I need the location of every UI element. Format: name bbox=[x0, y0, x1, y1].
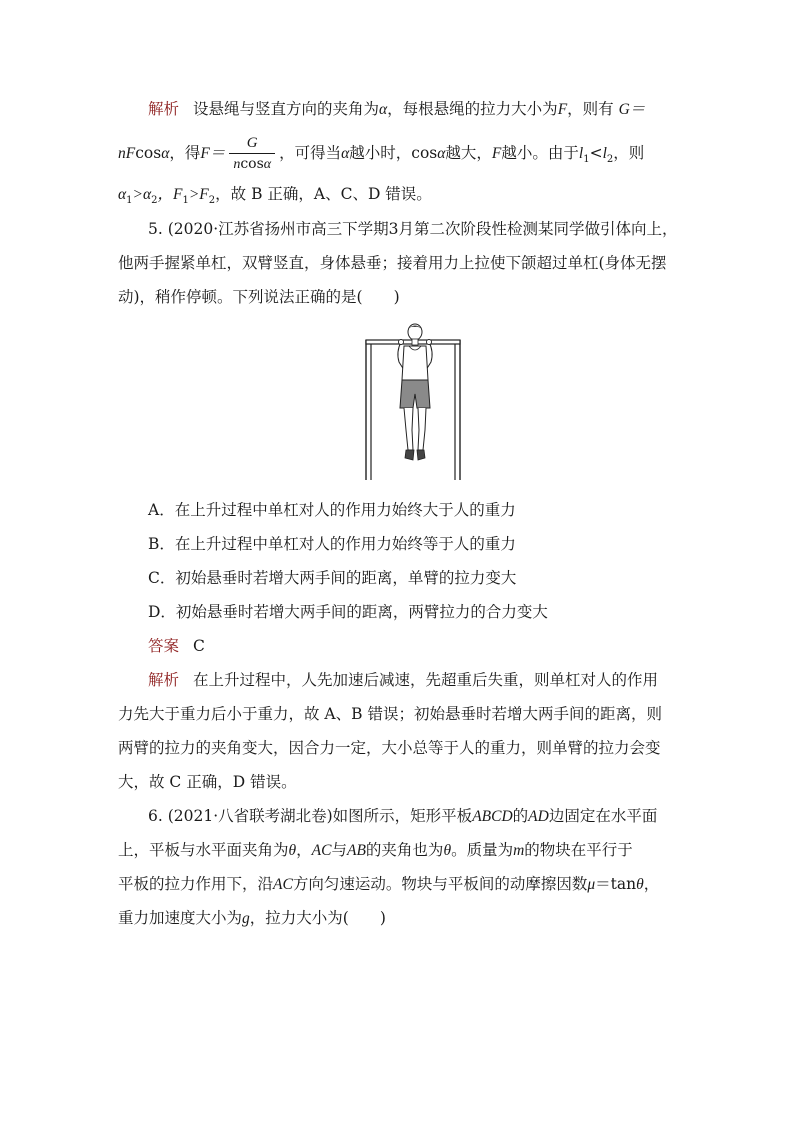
prev-solution-line-3: $\alpha_1>\alpha_2$，$F_1>F_2$，故 B 正确，A、C、D 错误。 bbox=[118, 185, 432, 207]
q5-stem-line-1: 5. (2020·江苏省扬州市高三下学期3月第二次阶段性检测某同学做引体向上， bbox=[148, 220, 678, 238]
pull-up-figure bbox=[358, 322, 468, 482]
q5-solution-line-4: 大，故 C 正确，D 错误。 bbox=[118, 773, 297, 791]
q5-solution-line-3: 两臂的拉力的夹角变大，因合力一定，大小总等于人的重力，则单臂的拉力会变 bbox=[118, 739, 661, 757]
q6-stem-line-2: 上，平板与水平面夹角为θ，AC与AB的夹角也为θ。质量为m的物块在平行于 bbox=[118, 841, 633, 859]
q5-option-d: D．初始悬垂时若增大两手间的距离，两臂拉力的合力变大 bbox=[148, 603, 548, 621]
solution-tag: 解析 bbox=[148, 100, 180, 118]
q5-stem-line-3: 动)，稍作停顿。下列说法正确的是( ) bbox=[118, 288, 400, 306]
q6-stem-line-4: 重力加速度大小为g，拉力大小为( ) bbox=[118, 909, 386, 927]
q5-option-a: A．在上升过程中单杠对人的作用力始终大于人的重力 bbox=[148, 501, 516, 519]
prev-solution-line-1: 解析 设悬绳与竖直方向的夹角为α，每根悬绳的拉力大小为F，则有 G＝ bbox=[148, 100, 646, 118]
q5-stem-line-2: 他两手握紧单杠，双臂竖直，身体悬垂；接着用力上拉使下颌超过单杠(身体无摆 bbox=[118, 254, 667, 272]
answer-tag: 答案 bbox=[148, 637, 180, 655]
answer-value: C bbox=[193, 637, 205, 655]
q6-stem-line-3: 平板的拉力作用下，沿AC方向匀速运动。物块与平板间的动摩擦因数μ＝tanθ， bbox=[118, 875, 660, 893]
q5-option-b: B．在上升过程中单杠对人的作用力始终等于人的重力 bbox=[148, 535, 516, 553]
q5-solution-line-2: 力先大于重力后小于重力，故 A、B 错误；初始悬垂时若增大两手间的距离，则 bbox=[118, 705, 662, 723]
fraction: $\frac{G}{ncos\alpha}$ bbox=[229, 136, 275, 172]
prev-solution-line-2: nFcosα，得F＝ $\frac{G}{ncos\alpha}$ ，可得当α越小时，cosα越大，F越小。由于$l_1<l_2$，则 bbox=[118, 135, 645, 172]
q5-option-c: C．初始悬垂时若增大两手间的距离，单臂的拉力变大 bbox=[148, 569, 517, 587]
q6-stem-line-1: 6. (2021·八省联考湖北卷)如图所示，矩形平板ABCD的AD边固定在水平面 bbox=[148, 807, 658, 825]
q5-solution-line-1: 解析 在上升过程中，人先加速后减速，先超重后失重，则单杠对人的作用 bbox=[148, 671, 659, 689]
solution-tag: 解析 bbox=[148, 671, 180, 689]
q5-answer bbox=[148, 635, 708, 657]
